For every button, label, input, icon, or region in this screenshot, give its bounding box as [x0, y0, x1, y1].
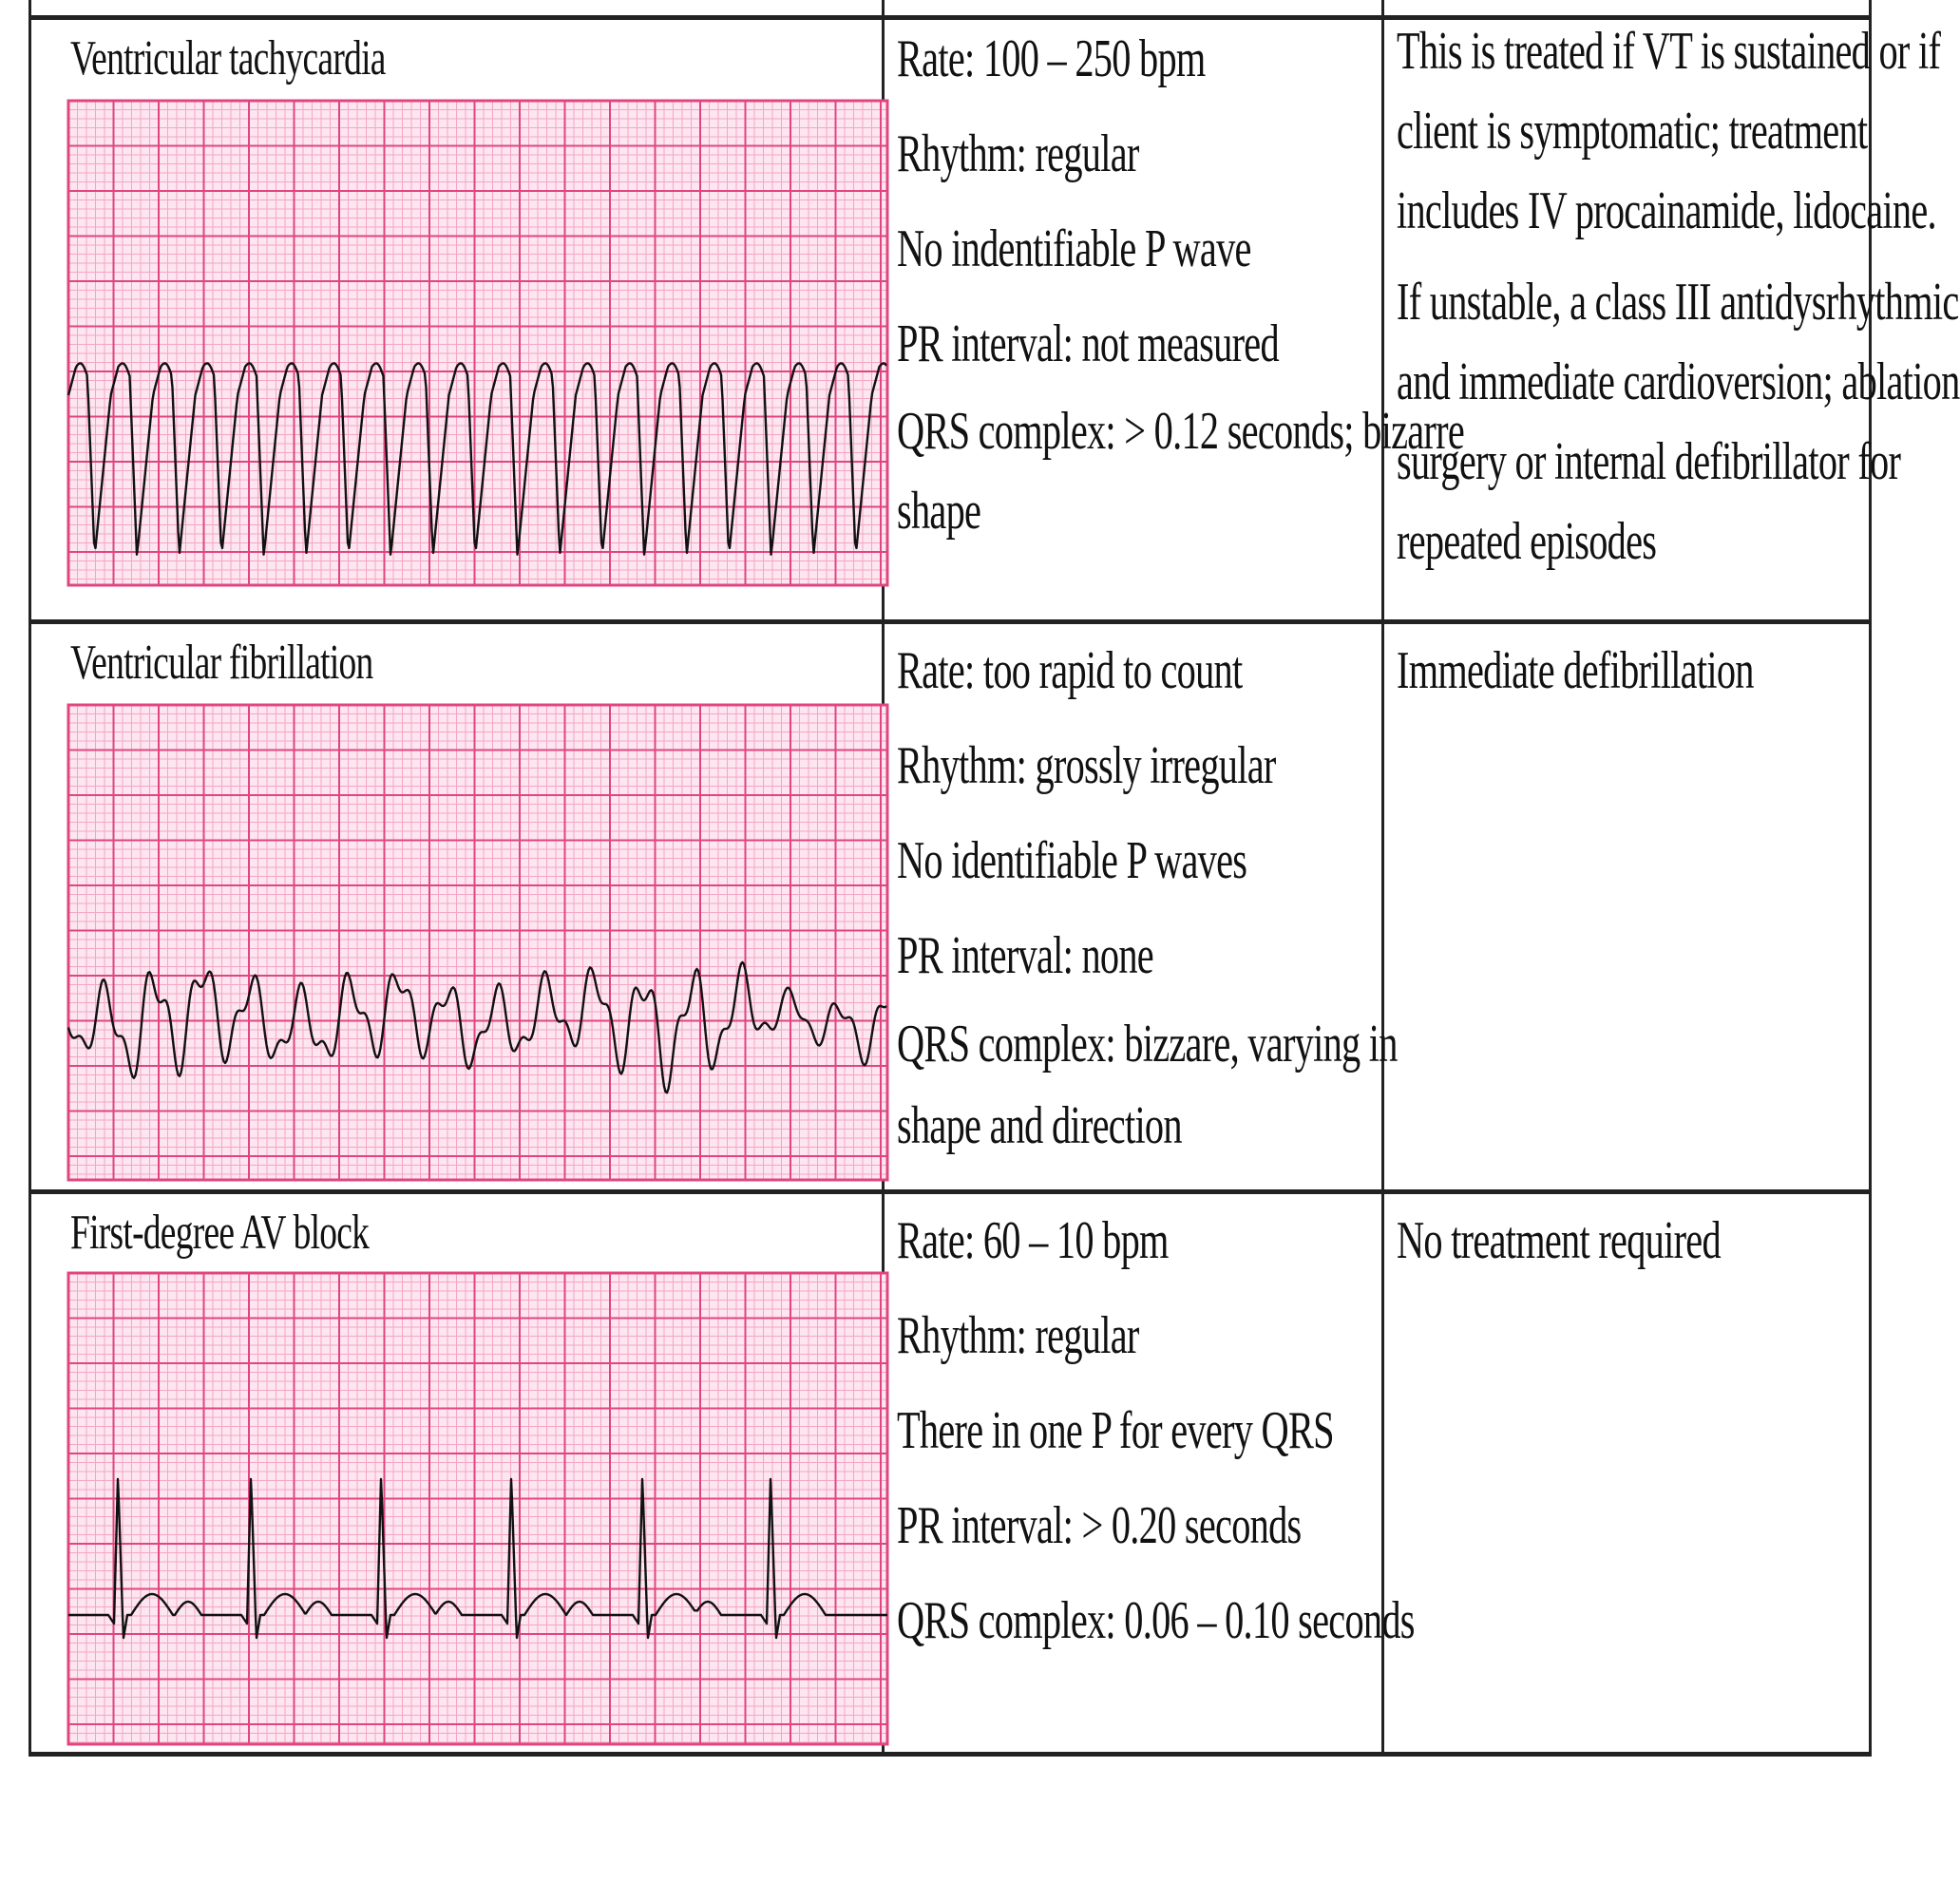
treatment-line: This is treated if VT is sustained or if [1397, 22, 1941, 81]
treatment-line: Immediate defibrillation [1397, 641, 1754, 700]
ecg-svg [68, 1273, 887, 1744]
treatment-list [1397, 623, 1754, 718]
ecg-svg [68, 101, 887, 585]
criteria-line: No identifiable P waves [897, 831, 1247, 890]
criteria-line: QRS complex: > 0.12 seconds; bizarre [897, 402, 1465, 461]
treatment-line: and immediate cardioversion; ablation [1397, 352, 1960, 411]
criteria-line: Rhythm: grossly irregular [897, 736, 1276, 795]
criteria-line: shape and direction [897, 1096, 1182, 1155]
treatment-line: includes IV procainamide, lidocaine. [1397, 181, 1936, 240]
criteria-line: Rhythm: regular [897, 124, 1139, 183]
rhythm-table [29, 0, 1960, 1754]
criteria-line: PR interval: not measured [897, 314, 1279, 373]
criteria-list [897, 11, 1464, 551]
rhythm-name: First-degree AV block [70, 1206, 370, 1260]
criteria-line: QRS complex: 0.06 – 0.10 seconds [897, 1591, 1415, 1650]
rhythm-name: Ventricular tachycardia [70, 31, 386, 86]
ecg-strip-vfib [68, 705, 887, 1180]
ecg-strip-vtach [68, 101, 887, 585]
grid-paper [68, 1273, 887, 1744]
table-bottom-border [29, 1752, 1872, 1757]
ecg-svg [68, 705, 887, 1180]
treatment-line: If unstable, a class III antidysrhythmic [1397, 273, 1959, 332]
criteria-line: There in one P for every QRS [897, 1401, 1334, 1460]
criteria-line: PR interval: > 0.20 seconds [897, 1496, 1302, 1555]
criteria-line: QRS complex: bizzare, varying in [897, 1015, 1398, 1074]
treatment-line: client is symptomatic; treatment [1397, 102, 1868, 161]
treatment-line: repeated episodes [1397, 512, 1657, 571]
criteria-line: PR interval: none [897, 926, 1153, 985]
criteria-line: Rate: 100 – 250 bpm [897, 29, 1206, 88]
criteria-list [897, 623, 1398, 1167]
treatment-list [1397, 1193, 1721, 1288]
criteria-line: shape [897, 482, 981, 541]
criteria-line: No indentifiable P wave [897, 219, 1251, 278]
treatment-line: surgery or internal defibrillator for [1397, 432, 1901, 491]
criteria-line: Rate: too rapid to count [897, 641, 1243, 700]
ecg-strip-avblock [68, 1273, 887, 1744]
grid-paper [68, 705, 887, 1180]
criteria-line: Rhythm: regular [897, 1306, 1139, 1365]
treatment-list [1397, 11, 1960, 581]
table-left-border [29, 0, 31, 1754]
criteria-list [897, 1193, 1415, 1668]
criteria-line: Rate: 60 – 10 bpm [897, 1211, 1169, 1270]
treatment-line: No treatment required [1397, 1211, 1721, 1270]
rhythm-name: Ventricular fibrillation [70, 636, 373, 690]
